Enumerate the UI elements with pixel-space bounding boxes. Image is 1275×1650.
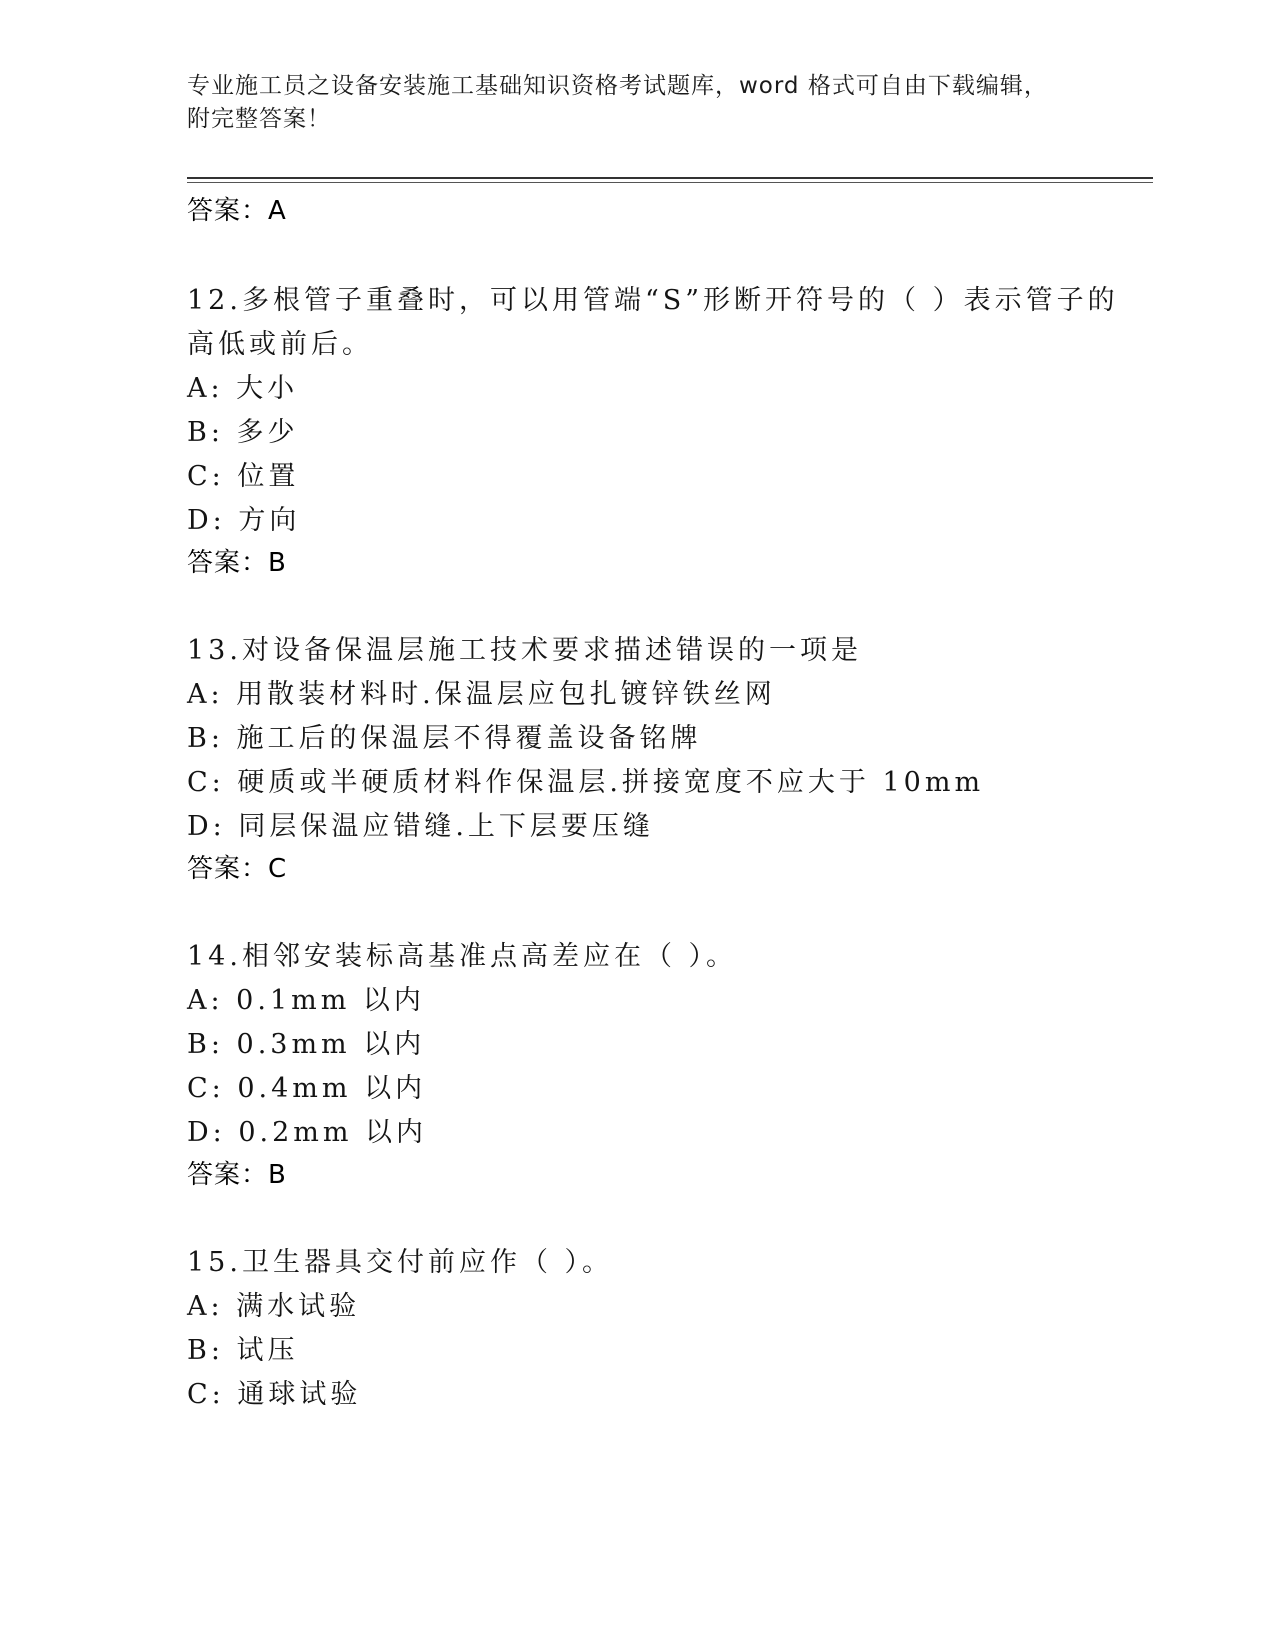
- header-divider-thin: [187, 182, 1153, 183]
- q15-option-b: B: 试压: [187, 1335, 299, 1366]
- header-line-2: 附完整答案！: [187, 106, 331, 132]
- q12-answer: 答案：B: [187, 548, 287, 578]
- q13-option-a: A: 用散装材料时.保温层应包扎镀锌铁丝网: [187, 679, 776, 710]
- q14-option-a: A: 0.1mm 以内: [187, 985, 425, 1016]
- q14-option-c: C: 0.4mm 以内: [187, 1073, 427, 1104]
- q13-option-d: D: 同层保温应错缝.上下层要压缝: [187, 811, 654, 842]
- q15-option-a: A: 满水试验: [187, 1291, 361, 1322]
- q12-stem-line-2: 高低或前后。: [187, 329, 373, 360]
- q13-stem: 13.对设备保温层施工技术要求描述错误的一项是: [187, 635, 862, 666]
- q13-option-c: C: 硬质或半硬质材料作保温层.拼接宽度不应大于 10mm: [187, 767, 985, 798]
- header-divider-thick: [187, 177, 1153, 179]
- q14-option-d: D: 0.2mm 以内: [187, 1117, 428, 1148]
- previous-answer: 答案：A: [187, 196, 287, 226]
- header-line-1: 专业施工员之设备安装施工基础知识资格考试题库，word 格式可自由下载编辑，: [187, 73, 1048, 99]
- q12-option-d: D: 方向: [187, 505, 301, 536]
- q12-option-c: C: 位置: [187, 461, 300, 492]
- q14-answer: 答案：B: [187, 1160, 287, 1190]
- q12-option-b: B: 多少: [187, 417, 299, 448]
- q12-option-a: A: 大小: [187, 373, 299, 404]
- q15-stem: 15.卫生器具交付前应作（ ）。: [187, 1247, 614, 1278]
- q15-option-c: C: 通球试验: [187, 1379, 362, 1410]
- q12-stem-line-1: 12.多根管子重叠时，可以用管端“S”形断开符号的（ ）表示管子的: [187, 285, 1119, 316]
- q13-answer: 答案：C: [187, 854, 288, 884]
- q13-option-b: B: 施工后的保温层不得覆盖设备铭牌: [187, 723, 702, 754]
- q14-option-b: B: 0.3mm 以内: [187, 1029, 426, 1060]
- document-header: [187, 70, 1067, 136]
- q14-stem: 14.相邻安装标高基准点高差应在（ ）。: [187, 941, 738, 972]
